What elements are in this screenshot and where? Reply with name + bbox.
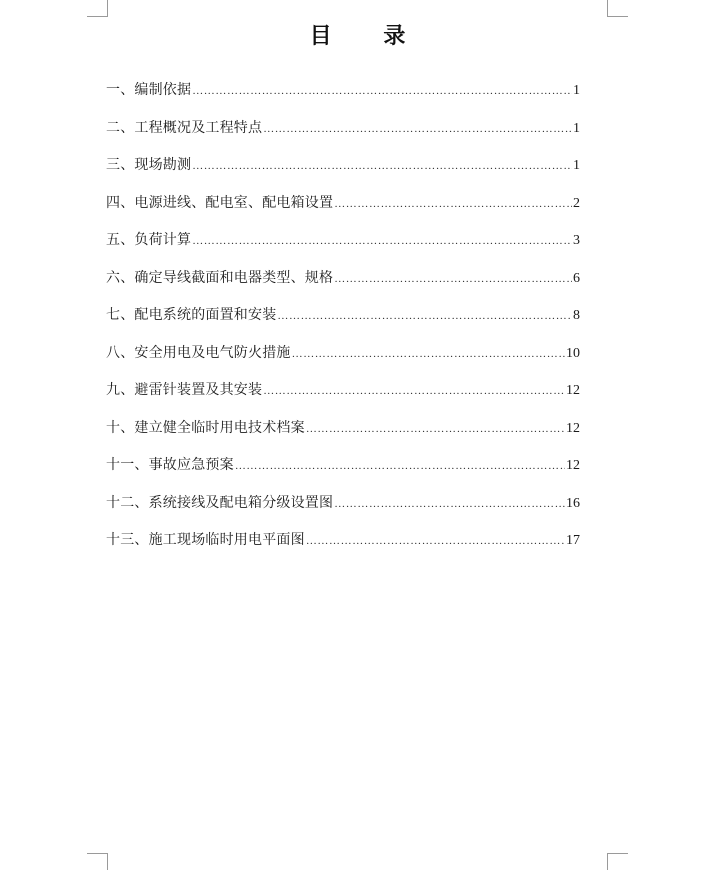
toc-entry[interactable] bbox=[106, 266, 580, 304]
crop-mark-top-left bbox=[87, 0, 108, 17]
toc-entry[interactable] bbox=[106, 153, 580, 191]
toc-dot-leader bbox=[192, 79, 572, 103]
toc-dot-leader bbox=[334, 192, 572, 216]
crop-mark-bottom-left bbox=[87, 853, 108, 870]
toc-dot-leader bbox=[306, 417, 565, 441]
toc-entry-text: 三、现场勘测 bbox=[106, 157, 192, 173]
toc-dot-leader bbox=[334, 267, 572, 291]
toc-page-number: 12 bbox=[566, 420, 580, 436]
toc-entry[interactable] bbox=[106, 491, 580, 529]
toc-entry-text: 九、避雷针装置及其安装 bbox=[106, 382, 263, 398]
toc-entry[interactable] bbox=[106, 528, 580, 566]
toc-dot-leader bbox=[277, 304, 572, 328]
toc-entry-text: 十二、系统接线及配电箱分级设置图 bbox=[106, 494, 334, 511]
toc-page-number: 10 bbox=[566, 345, 580, 361]
toc-dot-leader bbox=[192, 229, 572, 253]
toc-entry-text: 五、负荷计算 bbox=[106, 232, 192, 248]
toc-dot-leader bbox=[235, 454, 565, 478]
toc-dot-leader bbox=[292, 342, 565, 366]
toc-page-number: 1 bbox=[573, 158, 580, 173]
toc-title: 目 录 bbox=[309, 24, 428, 49]
toc-page-number: 1 bbox=[573, 83, 580, 98]
toc-page-number: 8 bbox=[573, 308, 580, 323]
toc-entry-text: 四、电源进线、配电室、配电箱设置 bbox=[106, 194, 334, 211]
toc-entry-text: 一、编制依据 bbox=[106, 82, 192, 98]
toc-dot-leader bbox=[263, 379, 565, 403]
toc-dot-leader bbox=[192, 154, 572, 178]
toc-page-number: 12 bbox=[566, 383, 580, 398]
toc-entry-text: 二、工程概况及工程特点 bbox=[106, 119, 263, 136]
toc-entry-text: 十三、施工现场临时用电平面图 bbox=[106, 532, 305, 548]
toc-entry-text: 十、建立健全临时用电技术档案 bbox=[106, 419, 305, 436]
toc-entry[interactable] bbox=[106, 378, 580, 416]
toc-entry[interactable] bbox=[106, 416, 580, 454]
toc-page-number: 12 bbox=[566, 458, 580, 473]
toc-entry[interactable] bbox=[106, 191, 580, 229]
toc-entry[interactable] bbox=[106, 228, 580, 266]
crop-mark-top-right bbox=[607, 0, 628, 17]
toc-entry[interactable] bbox=[106, 78, 580, 116]
toc-entry-text: 六、确定导线截面和电器类型、规格 bbox=[106, 269, 334, 286]
toc-dot-leader bbox=[263, 117, 572, 141]
toc-page-number: 2 bbox=[573, 195, 580, 211]
toc-page-number: 3 bbox=[573, 233, 580, 248]
crop-mark-bottom-right bbox=[607, 853, 628, 870]
toc-dot-leader bbox=[306, 529, 565, 553]
toc-entry-text: 八、安全用电及电气防火措施 bbox=[106, 344, 291, 361]
toc-list bbox=[106, 78, 580, 566]
toc-entry[interactable] bbox=[106, 341, 580, 379]
toc-entry-text: 七、配电系统的面置和安装 bbox=[106, 307, 277, 323]
toc-entry[interactable] bbox=[106, 453, 580, 491]
toc-dot-leader bbox=[334, 492, 565, 516]
toc-page-number: 1 bbox=[573, 120, 580, 136]
toc-page-number: 16 bbox=[566, 495, 580, 511]
toc-page-number: 17 bbox=[566, 533, 580, 548]
toc-page-number: 6 bbox=[573, 270, 580, 286]
toc-entry[interactable] bbox=[106, 303, 580, 341]
toc-entry-text: 十一、事故应急预案 bbox=[106, 457, 234, 473]
toc-entry[interactable] bbox=[106, 116, 580, 154]
